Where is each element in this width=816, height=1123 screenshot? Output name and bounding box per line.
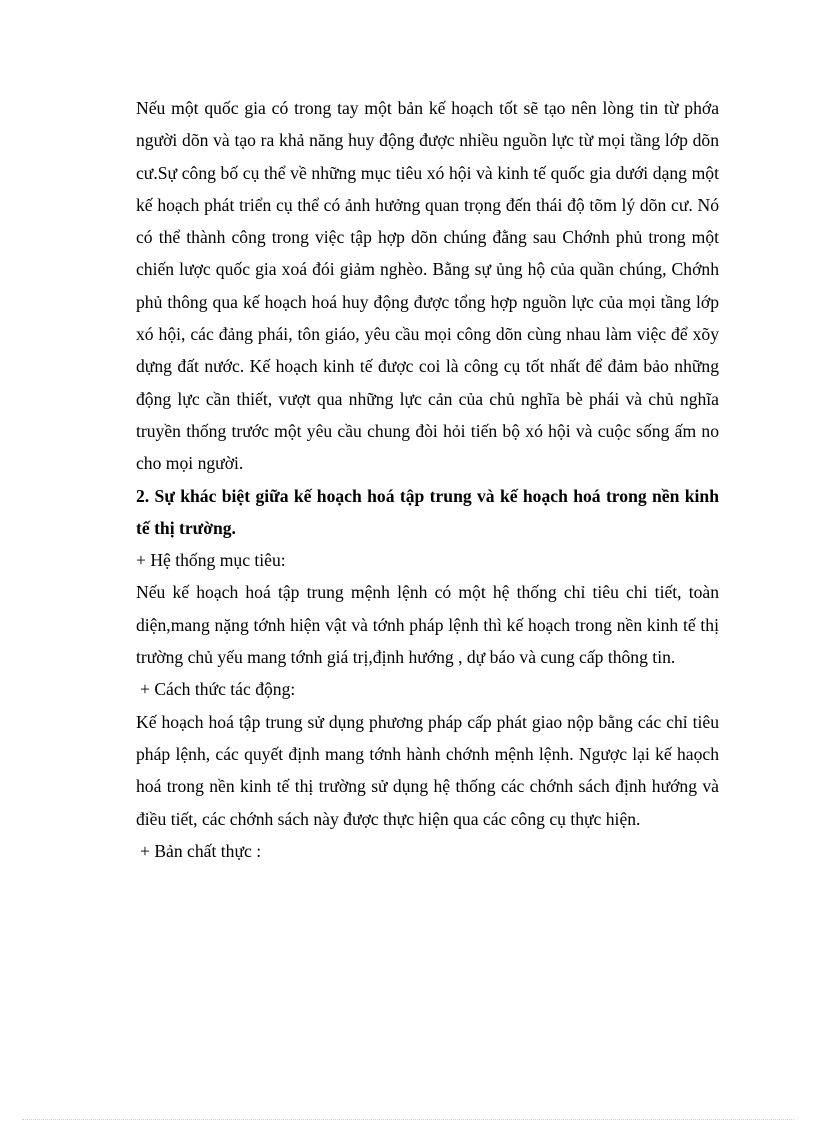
section-heading: 2. Sự khác biệt giữa kế hoạch hoá tập trung và kế hoạch hoá trong nền kinh tế thị trường. bbox=[136, 485, 719, 538]
document-body bbox=[136, 92, 719, 867]
page-bottom-divider bbox=[22, 1119, 794, 1120]
subheading-true-nature: + Bản chất thực : bbox=[140, 840, 262, 861]
paragraph-objectives: Nếu kế hoạch hoá tập trung mệnh lệnh có một hệ thống chỉ tiêu chi tiết, toàn diện,mang nặng tớnh hiện vật và tớnh pháp lệnh thì kế hoạch trong nền kinh tế thị trường chủ yếu mang tớnh giá trị,định hướng , dự báo và cung cấp thông tin. bbox=[136, 582, 719, 668]
paragraph-mode-of-impact: Kế hoạch hoá tập trung sử dụng phương pháp cấp phát giao nộp bằng các chỉ tiêu pháp lệnh, các quyết định mang tớnh hành chớnh mệnh lệnh. Ngược lại kế haọch hoá trong nền kinh tế thị trường sử dụng hệ thống các chớnh sách định hướng và điều tiết, các chớnh sách này được thực hiện qua các công cụ thực hiện. bbox=[136, 711, 719, 829]
paragraph-national-plan-trust: Nếu một quốc gia có trong tay một bản kế hoạch tốt sẽ tạo nên lòng tin từ phớa người dõn và tạo ra khả năng huy động được nhiều nguồn lực từ mọi tầng lớp dõn cư.Sự công bố cụ thể về những mục tiêu xó hội và kinh tế quốc gia dưới dạng một kế hoạch phát triển cụ thể có ảnh hưởng quan trọng đến thái độ tõm lý dõn cư. Nó có thể thành công trong việc tập hợp dõn chúng đằng sau Chớnh phủ trong một chiến lược quốc gia xoá đói giảm nghèo. Bằng sự ủng hộ của quần chúng, Chớnh phủ thông qua kế hoạch hoá huy động được tổng hợp nguồn lực của mọi tầng lớp xó hội, các đảng phái, tôn giáo, yêu cầu mọi công dõn cùng nhau làm việc để xõy dựng đất nước. Kế hoạch kinh tế được coi là công cụ tốt nhất để đảm bảo những động lực cần thiết, vượt qua những lực cản của chủ nghĩa bè phái và chủ nghĩa truyền thống trước một yêu cầu chung đòi hỏi tiến bộ xó hội và cuộc sống ấm no cho mọi người. bbox=[136, 98, 719, 474]
subheading-mode-of-impact: + Cách thức tác động: bbox=[140, 679, 296, 700]
subheading-objectives-system: + Hệ thống mục tiêu: bbox=[136, 550, 286, 571]
